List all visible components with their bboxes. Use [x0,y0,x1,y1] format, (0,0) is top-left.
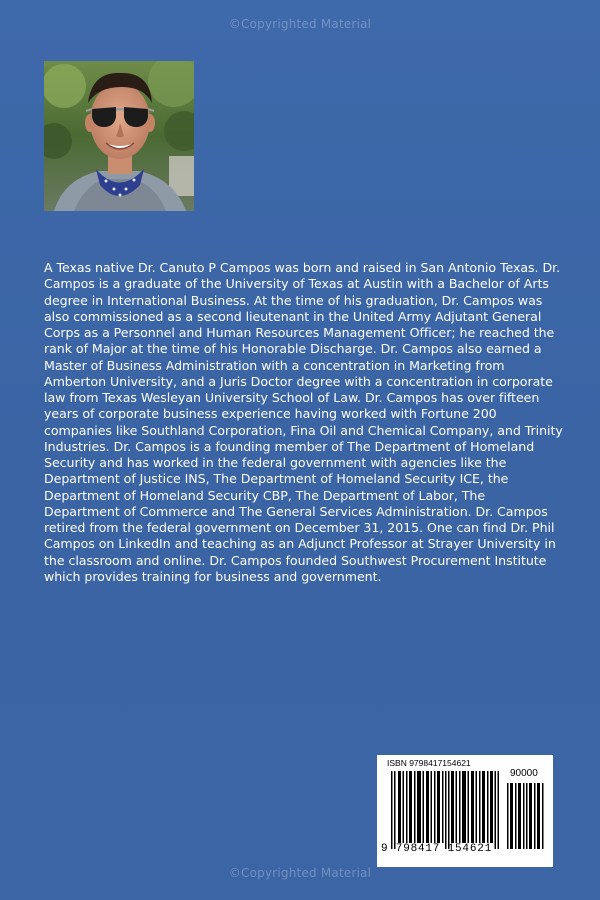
watermark-top: ©Copyrighted Material [228,17,372,31]
isbn-barcode [377,755,553,867]
author-bio: A Texas native Dr. Canuto P Campos was born and raised in San Antonio Texas. Dr. Campos is a graduate of the University of Texas at Austin with a Bachelor of Arts degree in International Business. At the time of his graduation, Dr. Campos was also commissioned as a second lieutenant in the United Army Adjutant General Corps as a Personnel and Human Resources Management Officer; he reached the rank of Major at the time of his Honorable Discharge. Dr. Campos also earned a Master of Business Administration with a concentration in Marketing from Amberton University, and a Juris Doctor degree with a concentration in corporate law from Texas Wesleyan University School of Law. Dr. Campos has over fifteen years of corporate business experience having worked with Fortune 200 companies like Southland Corporation, Fina Oil and Chemical Company, and Trinity Industries. Dr. Campos is a founding member of The Department of Homeland Security and has worked in the federal government with agencies like the Department of Justice INS, The Department of Homeland Security ICE, the Department of Homeland Security CBP, The Department of Labor, The Department of Commerce and The General Services Administration. Dr. Campos retired from the federal government on December 31, 2015. One can find Dr. Phil Campos on LinkedIn and teaching as an Adjunct Professor at Strayer University in the classroom and online. Dr. Campos founded Southwest Procurement Institute which provides training for business and government. [44,260,563,584]
barcode-digits: 9 798417 154621 [381,843,493,855]
barcode-addon-number: 90000 [510,768,538,779]
watermark-bottom: ©Copyrighted Material [228,866,372,880]
isbn-label: ISBN 9798417154621 [387,758,471,768]
author-photo [44,61,194,211]
